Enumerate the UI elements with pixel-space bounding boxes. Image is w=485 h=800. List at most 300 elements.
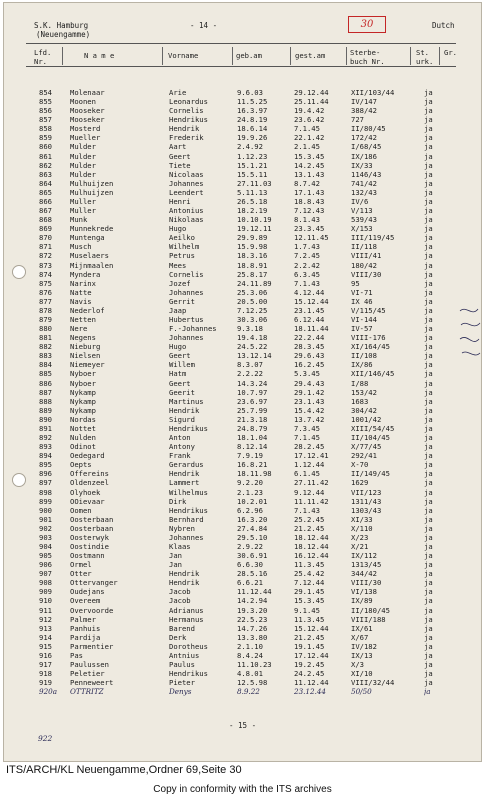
death-register-number: 292/41 <box>351 451 377 461</box>
death-date: 16.12.44 <box>294 551 329 561</box>
surname: Pardija <box>70 632 101 642</box>
first-name: Adrianus <box>169 605 204 615</box>
surname: Muller <box>70 206 96 216</box>
death-register-number: IV/147 <box>351 97 377 107</box>
birth-date: 24.11.89 <box>237 278 272 288</box>
grave-mark: ja <box>424 196 433 206</box>
first-name: Gerardus <box>169 460 204 470</box>
row-number: 877 <box>39 296 52 306</box>
row-number: 856 <box>39 106 52 116</box>
birth-date: 14.3.24 <box>237 378 268 388</box>
death-register-number: 1629 <box>351 478 369 488</box>
surname: Olyhoek <box>70 487 101 497</box>
death-date: 8.1.43 <box>294 215 320 225</box>
grave-mark: ja <box>424 115 433 125</box>
row-number: 887 <box>39 387 52 397</box>
death-register-number: 1313/45 <box>351 560 382 570</box>
death-date: 6.3.45 <box>294 269 320 279</box>
col-sterbe: Sterbe- <box>350 48 381 57</box>
birth-date: 16.3.20 <box>237 514 268 524</box>
grave-mark: ja <box>424 233 433 243</box>
birth-date: 2.2.22 <box>237 369 263 379</box>
birth-date: 13.3.80 <box>237 632 268 642</box>
birth-date: 18.3.16 <box>237 251 268 261</box>
row-number: 868 <box>39 215 52 225</box>
grave-mark: ja <box>424 469 433 479</box>
death-register-number: VIII-176 <box>351 333 386 343</box>
first-name: Wilhelmus <box>169 487 208 497</box>
row-number: 903 <box>39 532 52 542</box>
death-register-number: IX/112 <box>351 551 377 561</box>
row-number: 914 <box>39 632 52 642</box>
birth-date: 19.4.18 <box>237 333 268 343</box>
first-name: Klaas <box>169 542 191 551</box>
grave-mark: ja <box>424 396 433 406</box>
death-register-number: VIII/30 <box>351 578 382 588</box>
first-name: Petrus <box>169 251 195 261</box>
birth-date: 16.3.97 <box>237 106 268 116</box>
row-number: 859 <box>39 133 52 143</box>
birth-date: 9.6.03 <box>237 88 263 97</box>
row-number: 901 <box>39 514 52 524</box>
death-date: 7.12.44 <box>294 578 325 588</box>
first-name: Antonius <box>169 206 204 216</box>
surname: Oostmann <box>70 551 105 561</box>
death-register-number: V/115/45 <box>351 305 386 315</box>
death-date: 18.12.44 <box>294 532 329 542</box>
death-date: 13.7.42 <box>294 414 325 424</box>
row-number: 900 <box>39 505 52 515</box>
death-register-number: VIII/30 <box>351 269 382 279</box>
first-name: Jacob <box>169 596 191 606</box>
table-row <box>4 686 482 697</box>
grave-mark: ja <box>424 360 433 370</box>
first-name: Leonardus <box>169 97 208 107</box>
grave-mark: ja <box>424 442 433 452</box>
page-marker: - 14 - <box>190 21 218 30</box>
row-number: 913 <box>39 623 52 633</box>
death-register-number: 304/42 <box>351 405 377 415</box>
grave-mark: ja <box>424 623 433 633</box>
death-date: 19.2.45 <box>294 660 325 670</box>
surname: Mulhuijzen <box>70 178 114 188</box>
surname: Oldenzeel <box>70 478 109 488</box>
death-date: 5.3.45 <box>294 369 320 379</box>
birth-date: 18.6.14 <box>237 124 268 134</box>
surname: Nottet <box>70 423 96 433</box>
col-gr: Gr. <box>444 48 457 57</box>
birth-date: 23.6.97 <box>237 396 268 406</box>
first-name: Johannes <box>169 178 204 188</box>
first-name: Pieter <box>169 678 195 688</box>
row-number: 885 <box>39 369 52 379</box>
death-register-number: IX/33 <box>351 160 373 170</box>
surname: Musch <box>70 242 92 252</box>
death-register-number: 1683 <box>351 396 369 406</box>
surname: Mulder <box>70 169 96 179</box>
row-number: 898 <box>39 487 52 497</box>
first-name: Bernhard <box>169 514 204 524</box>
death-date: 6.12.44 <box>294 315 325 324</box>
grave-mark: ja <box>424 460 433 470</box>
death-register-number: IX/86 <box>351 360 373 370</box>
birth-date: 22.5.23 <box>237 614 268 624</box>
first-name: Geerit <box>169 387 195 397</box>
birth-date: 30.6.91 <box>237 551 268 561</box>
surname: Oomen <box>70 505 92 515</box>
grave-mark: ja <box>424 106 433 116</box>
row-number: 869 <box>39 224 52 234</box>
grave-mark: ja <box>424 405 433 415</box>
death-register-number: II/108 <box>351 351 377 361</box>
death-register-number: III/119/45 <box>351 233 395 243</box>
surname: Negens <box>70 333 96 343</box>
death-date: 27.11.42 <box>294 478 329 488</box>
birth-date: 25.8.17 <box>237 269 268 279</box>
row-number: 863 <box>39 169 52 179</box>
col-buch: buch Nr. <box>350 57 385 66</box>
birth-date: 15.1.21 <box>237 160 268 170</box>
col-lfd: Lfd. <box>34 48 52 57</box>
first-name: Jan <box>169 551 182 561</box>
row-number: 871 <box>39 242 52 252</box>
grave-mark: ja <box>424 278 433 288</box>
birth-date: 5.11.13 <box>237 187 268 197</box>
col-gest: gest.am <box>295 51 326 60</box>
surname: Odinot <box>70 442 96 452</box>
surname: Natte <box>70 287 92 297</box>
header-rule-bottom <box>26 66 456 67</box>
row-number: 854 <box>39 88 52 97</box>
birth-date: 27.11.03 <box>237 178 272 188</box>
surname: Otter <box>70 569 92 579</box>
surname: Oostindie <box>70 542 109 551</box>
first-name: Mees <box>169 260 187 270</box>
surname: Mueller <box>70 133 101 143</box>
birth-date: 30.3.06 <box>237 315 268 324</box>
death-date: 24.2.45 <box>294 669 325 679</box>
grave-mark: ja <box>424 378 433 388</box>
first-name: Hendrikus <box>169 115 208 125</box>
death-date: 6.1.45 <box>294 469 320 479</box>
birth-date: 11.5.25 <box>237 97 268 107</box>
death-register-number: VIII/188 <box>351 614 386 624</box>
death-register-number: X/110 <box>351 523 373 533</box>
birth-date: 26.5.18 <box>237 196 268 206</box>
row-number: 857 <box>39 115 52 125</box>
birth-date: 24.5.22 <box>237 342 268 352</box>
death-register-number: X-70 <box>351 460 369 470</box>
surname: Overeem <box>70 596 101 606</box>
birth-date: 19.3.20 <box>237 605 268 615</box>
grave-mark: ja <box>424 169 433 179</box>
row-number: 860 <box>39 142 52 152</box>
row-number: 920a <box>39 687 58 697</box>
birth-date: 27.4.84 <box>237 523 268 533</box>
grave-mark: ja <box>424 487 433 497</box>
conformity-caption: Copy in conformity with the ITS archives <box>153 784 332 795</box>
surname: Parmentier <box>70 641 114 651</box>
row-number: 865 <box>39 187 52 197</box>
grave-mark: ja <box>424 660 433 670</box>
grave-mark: ja <box>424 287 433 297</box>
grave-mark: ja <box>424 215 433 225</box>
grave-mark: ja <box>424 324 433 334</box>
death-date: 29.1.45 <box>294 587 325 597</box>
death-date: 22.1.42 <box>294 133 325 143</box>
death-register-number: 727 <box>351 115 364 125</box>
death-date: 11.3.45 <box>294 614 325 624</box>
death-register-number: X/23 <box>351 532 369 542</box>
first-name: Hendrik <box>169 124 200 134</box>
first-name: Sigurd <box>169 414 195 424</box>
first-name: Cornelis <box>169 106 204 116</box>
first-name: Hendrik <box>169 405 200 415</box>
grave-mark: ja <box>424 97 433 107</box>
surname: Navis <box>70 296 92 306</box>
birth-date: 10.7.97 <box>237 387 268 397</box>
col-vorname: Vorname <box>168 51 199 60</box>
surname: Mosterd <box>70 124 101 134</box>
row-number: 864 <box>39 178 52 188</box>
birth-date: 20.5.00 <box>237 296 268 306</box>
row-number: 889 <box>39 405 52 415</box>
surname: Penneweert <box>70 678 114 688</box>
surname: Niemeyer <box>70 360 105 370</box>
first-name: Dirk <box>169 496 187 506</box>
grave-mark: ja <box>424 605 433 615</box>
birth-date: 4.8.01 <box>237 669 263 679</box>
first-name: Anton <box>169 433 191 443</box>
death-date: 4.12.44 <box>294 287 325 297</box>
birth-date: 25.7.99 <box>237 405 268 415</box>
birth-date: 8.12.14 <box>237 442 268 452</box>
row-number: 886 <box>39 378 52 388</box>
row-number: 893 <box>39 442 52 452</box>
surname: OOievaar <box>70 496 105 506</box>
death-register-number: II/118 <box>351 242 377 252</box>
death-date: 11.11.42 <box>294 496 329 506</box>
death-date: 7.1.43 <box>294 505 320 515</box>
grave-mark: ja <box>424 614 433 624</box>
death-date: 19.1.45 <box>294 641 325 651</box>
death-register-number: 1303/43 <box>351 505 382 515</box>
row-number: 878 <box>39 305 52 315</box>
death-register-number: X/77/45 <box>351 442 382 452</box>
first-name: Hendrikus <box>169 505 208 515</box>
col-geb: geb.am <box>236 51 262 60</box>
death-register-number: 50/50 <box>351 687 372 697</box>
birth-date: 7.9.19 <box>237 451 263 461</box>
row-number: 910 <box>39 596 52 606</box>
surname: Nykamp <box>70 405 96 415</box>
birth-date: 14.7.26 <box>237 623 268 633</box>
first-name: Hendrikus <box>169 669 208 679</box>
row-number: 918 <box>39 669 52 679</box>
death-date: 15.4.42 <box>294 405 325 415</box>
birth-date: 14.2.94 <box>237 596 268 606</box>
birth-date: 6.2.96 <box>237 505 263 515</box>
grave-mark: ja <box>424 351 433 361</box>
death-register-number: II/180/45 <box>351 605 390 615</box>
first-name: Hendrikus <box>169 423 208 433</box>
grave-mark: ja <box>424 88 433 97</box>
col-divider <box>232 47 233 65</box>
surname: Palmer <box>70 614 96 624</box>
surname: Muselaers <box>70 251 109 261</box>
first-name: Antnius <box>169 650 200 660</box>
death-date: 15.3.45 <box>294 151 325 161</box>
surname: Mulhuijzen <box>70 187 114 197</box>
grave-mark: ja <box>424 678 433 688</box>
birth-date: 19.12.11 <box>237 224 272 234</box>
surname: Munnekrede <box>70 224 114 234</box>
death-date: 9.12.44 <box>294 487 325 497</box>
death-date: 7.3.45 <box>294 423 320 433</box>
margin-annotation <box>458 303 482 363</box>
death-date: 23.6.42 <box>294 115 325 125</box>
grave-mark: ja <box>424 251 433 261</box>
grave-mark: ja <box>424 542 433 551</box>
death-date: 16.2.45 <box>294 360 325 370</box>
death-date: 2.1.45 <box>294 142 320 152</box>
death-date: 28.3.45 <box>294 342 325 352</box>
death-register-number: II/80/45 <box>351 124 386 134</box>
grave-mark: ja <box>424 505 433 515</box>
death-date: 7.1.45 <box>294 433 320 443</box>
handwritten-number: 922 <box>38 734 53 743</box>
death-register-number: IX/61 <box>351 623 373 633</box>
death-register-number: VII/123 <box>351 487 382 497</box>
first-name: Antony <box>169 442 195 452</box>
death-date: 12.11.45 <box>294 233 329 243</box>
birth-date: 6.6.21 <box>237 578 263 588</box>
col-divider <box>162 47 163 65</box>
row-number: 880 <box>39 324 52 334</box>
death-register-number: 539/43 <box>351 215 377 225</box>
death-date: 21.2.45 <box>294 632 325 642</box>
surname: Mooseker <box>70 106 105 116</box>
birth-date: 29.9.89 <box>237 233 268 243</box>
row-number: 882 <box>39 342 52 352</box>
row-number: 890 <box>39 414 52 424</box>
row-number: 870 <box>39 233 52 243</box>
death-register-number: X/153 <box>351 224 373 234</box>
col-divider <box>290 47 291 65</box>
death-register-number: IX/89 <box>351 596 373 606</box>
first-name: Jaap <box>169 305 187 315</box>
surname: Oosterbaan <box>70 523 114 533</box>
row-number: 895 <box>39 460 52 470</box>
death-register-number: 388/42 <box>351 106 377 116</box>
row-number: 866 <box>39 196 52 206</box>
death-date: 25.11.44 <box>294 97 329 107</box>
surname: Ottervanger <box>70 578 118 588</box>
first-name: Johannes <box>169 287 204 297</box>
surname: Panhuis <box>70 623 101 633</box>
surname: Ormel <box>70 560 92 570</box>
row-number: 873 <box>39 260 52 270</box>
death-register-number: II/149/45 <box>351 469 390 479</box>
grave-mark: ja <box>424 187 433 197</box>
surname: Nyboer <box>70 369 96 379</box>
grave-mark: ja <box>424 296 433 306</box>
birth-date: 9.3.18 <box>237 324 263 334</box>
row-number: 872 <box>39 251 52 261</box>
birth-date: 8.4.24 <box>237 650 263 660</box>
grave-mark: ja <box>424 124 433 134</box>
first-name: F.-Johannes <box>169 324 217 334</box>
col-divider <box>62 47 63 65</box>
death-date: 29.4.43 <box>294 378 325 388</box>
death-register-number: VIII/41 <box>351 251 382 261</box>
grave-mark: ja <box>424 260 433 270</box>
death-register-number: 153/42 <box>351 387 377 397</box>
birth-date: 19.9.26 <box>237 133 268 143</box>
death-register-number: IX 46 <box>351 296 373 306</box>
birth-date: 15.9.98 <box>237 242 268 252</box>
row-number: 909 <box>39 587 52 597</box>
death-date: 18.11.44 <box>294 324 329 334</box>
surname: Muntenga <box>70 233 105 243</box>
row-number: 892 <box>39 433 52 443</box>
first-name: Hugo <box>169 224 187 234</box>
grave-mark: ja <box>424 523 433 533</box>
death-register-number: X/21 <box>351 542 369 551</box>
row-number: 919 <box>39 678 52 688</box>
grave-mark: ja <box>424 151 433 161</box>
birth-date: 25.3.06 <box>237 287 268 297</box>
first-name: Hendrik <box>169 578 200 588</box>
death-register-number: IX/186 <box>351 151 377 161</box>
birth-date: 11.10.23 <box>237 660 272 670</box>
surname: Nykamp <box>70 396 96 406</box>
birth-date: 15.5.11 <box>237 169 268 179</box>
death-register-number: XI/10 <box>351 669 373 679</box>
birth-date: 16.8.21 <box>237 460 268 470</box>
death-date: 28.2.45 <box>294 442 325 452</box>
row-number: 902 <box>39 523 52 533</box>
death-date: 17.12.44 <box>294 650 329 660</box>
death-register-number: VI-71 <box>351 287 373 297</box>
death-date: 11.3.45 <box>294 560 325 570</box>
row-number: 916 <box>39 650 52 660</box>
grave-mark: ja <box>424 224 433 234</box>
birth-date: 18.11.98 <box>237 469 272 479</box>
surname: Oepts <box>70 460 92 470</box>
grave-mark: ja <box>424 387 433 397</box>
birth-date: 8.9.22 <box>237 687 260 697</box>
surname: Oudejans <box>70 587 105 597</box>
grave-mark: ja <box>424 478 433 488</box>
death-register-number: X/3 <box>351 660 364 670</box>
death-date: 15.12.44 <box>294 623 329 633</box>
grave-mark: ja <box>424 496 433 506</box>
grave-mark: ja <box>424 269 433 279</box>
first-name: Aart <box>169 142 187 152</box>
birth-date: 2.1.10 <box>237 641 263 651</box>
first-name: Arie <box>169 88 187 97</box>
first-name: Johannes <box>169 532 204 542</box>
grave-mark: ja <box>424 596 433 606</box>
death-date: 19.4.42 <box>294 106 325 116</box>
grave-mark: ja <box>424 687 431 697</box>
birth-date: 29.5.10 <box>237 532 268 542</box>
first-name: Derk <box>169 632 187 642</box>
death-register-number: 1146/43 <box>351 169 382 179</box>
first-name: Barend <box>169 623 195 633</box>
death-date: 15.12.44 <box>294 296 329 306</box>
